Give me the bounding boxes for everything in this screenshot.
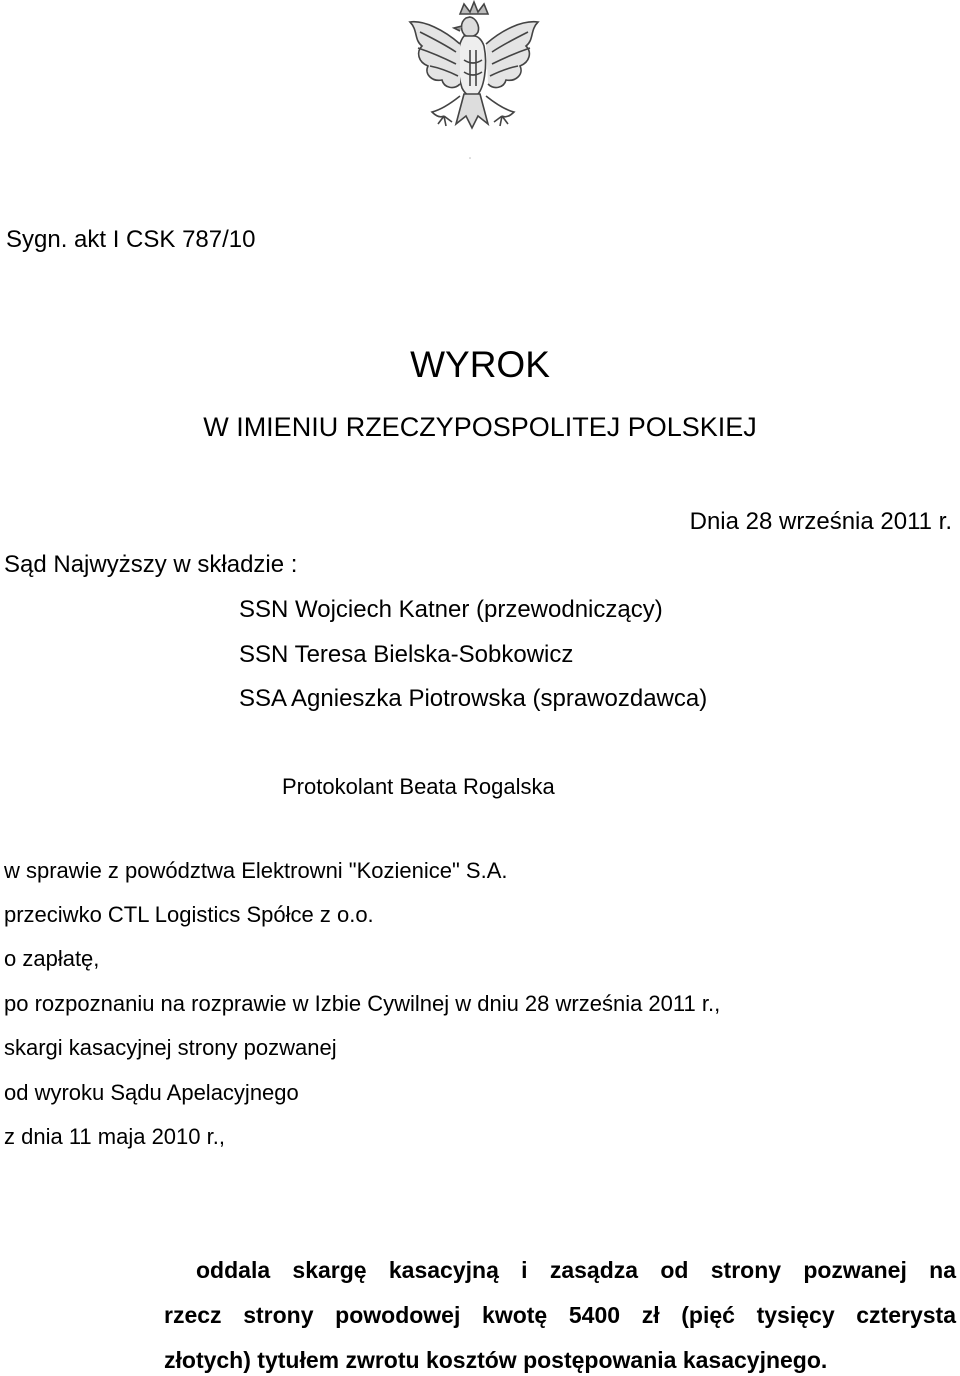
judgment-date: Dnia 28 września 2011 r. (689, 508, 952, 535)
ruling-line: oddala skargę kasacyjną i zasądza od strony pozwanej na (196, 1257, 956, 1283)
case-signature: Sygn. akt I CSK 787/10 (6, 226, 256, 253)
polish-eagle-emblem-icon (400, 0, 548, 165)
judge-member: SSN Teresa Bielska-Sobkowicz (239, 641, 574, 668)
judge-rapporteur: SSA Agnieszka Piotrowska (sprawozdawca) (239, 685, 708, 712)
court-composition-label: Sąd Najwyższy w składzie : (4, 551, 298, 578)
document-title: WYROK (410, 344, 550, 385)
case-subject: o zapłatę, (4, 946, 100, 971)
case-plaintiff: w sprawie z powództwa Elektrowni "Kozienice" S.A. (4, 858, 508, 883)
judge-presiding: SSN Wojciech Katner (przewodniczący) (239, 596, 663, 623)
case-hearing: po rozpoznaniu na rozprawie w Izbie Cywilnej w dniu 28 września 2011 r., (4, 991, 721, 1016)
document-subtitle: W IMIENIU RZECZYPOSPOLITEJ POLSKIEJ (203, 412, 757, 442)
case-appeal: skargi kasacyjnej strony pozwanej (4, 1035, 337, 1060)
case-defendant: przeciwko CTL Logistics Spółce z o.o. (4, 902, 374, 927)
ruling-line: złotych) tytułem zwrotu kosztów postępowania kasacyjnego. (164, 1347, 828, 1373)
ruling-line: rzecz strony powodowej kwotę 5400 zł (pięć tysięcy czterysta (164, 1302, 956, 1328)
court-clerk: Protokolant Beata Rogalska (282, 774, 555, 799)
case-lower-court-date: z dnia 11 maja 2010 r., (4, 1124, 225, 1149)
case-lower-court: od wyroku Sądu Apelacyjnego (4, 1080, 299, 1105)
